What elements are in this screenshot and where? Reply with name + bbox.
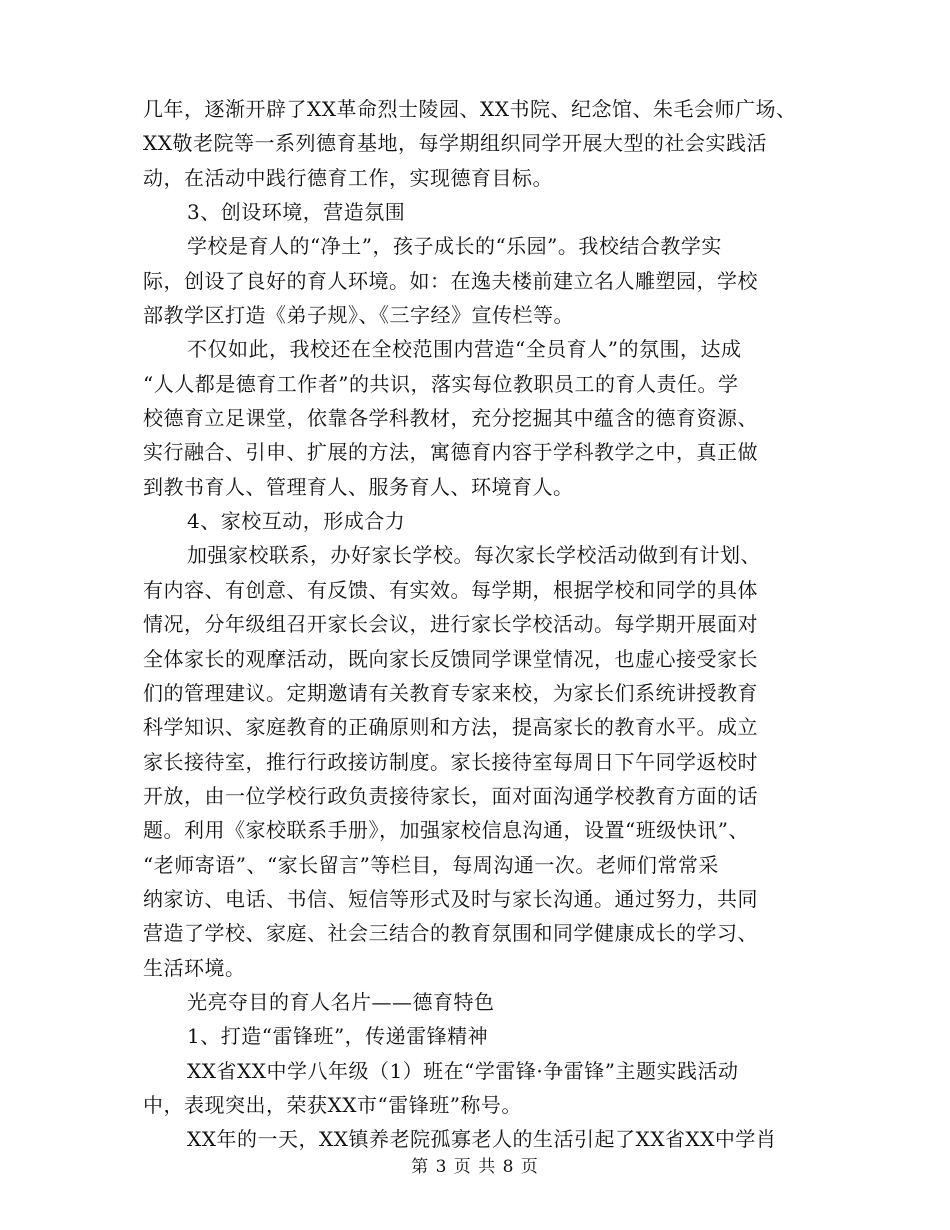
text-line: 题。利用《家校联系手册》，加强家校信息沟通，设置“班级快讯”、 (143, 818, 749, 843)
text-line: 纳家访、电话、书信、短信等形式及时与家长沟通。通过努力，共同 (143, 886, 758, 911)
text-line: “老师寄语”、“家长留言”等栏目，每周沟通一次。老师们常常采 (143, 852, 719, 877)
text-line: 动，在活动中践行德育工作，实现德育目标。 (143, 165, 553, 190)
text-line: 几年，逐渐开辟了XX革命烈士陵园、XX书院、纪念馆、朱毛会师广场、 (143, 97, 797, 121)
text-line: 3、创设环境，营造氛围 (187, 200, 406, 225)
text-line: 4、家校互动，形成合力 (187, 509, 406, 534)
text-line: 部教学区打造《弟子规》、《三字经》宣传栏等。 (143, 303, 574, 328)
text-line: 情况，分年级组召开家长会议，进行家长学校活动。每学期开展面对 (143, 612, 758, 637)
text-line: 加强家校联系，办好家长学校。每次家长学校活动做到有计划、 (187, 543, 761, 568)
page-footer: 第 3 页 共 8 页 (411, 1157, 539, 1177)
text-line: 校德育立足课堂，依靠各学科教材，充分挖掘其中蕴含的德育资源、 (143, 406, 758, 431)
text-line: 家长接待室，推行行政接访制度。家长接待室每周日下午同学返校时 (143, 749, 758, 774)
text-line: 生活环境。 (143, 955, 246, 980)
text-line: XX敬老院等一系列德育基地，每学期组织同学开展大型的社会实践活 (143, 131, 767, 156)
document-body (143, 92, 803, 1157)
text-line: 实行融合、引申、扩展的方法，寓德育内容于学科教学之中，真正做 (143, 440, 758, 465)
text-line: 有内容、有创意、有反馈、有实效。每学期，根据学校和同学的具体 (143, 577, 758, 602)
text-line: 1、打造“雷锋班”，传递雷锋精神 (187, 1024, 489, 1049)
text-line: 科学知识、家庭教育的正确原则和方法，提高家长的教育水平。成立 (143, 715, 758, 740)
text-line: 中，表现突出，荣获XX市“雷锋班”称号。 (143, 1092, 522, 1117)
text-line: “人人都是德育工作者”的共识，落实每位教职员工的育人责任。学 (143, 371, 739, 396)
text-line: XX省XX中学八年级（1）班在“学雷锋·争雷锋”主题实践活动 (187, 1058, 739, 1083)
text-line: 营造了学校、家庭、社会三结合的教育氛围和同学健康成长的学习、 (143, 921, 758, 946)
text-line: 开放，由一位学校行政负责接待家长，面对面沟通学校教育方面的话 (143, 783, 758, 808)
text-line: 不仅如此，我校还在全校范围内营造“全员育人”的氛围，达成 (187, 337, 742, 362)
text-line: 际，创设了良好的育人环境。如：在逸夫楼前建立名人雕塑园，学校 (143, 268, 758, 293)
text-line: 全体家长的观摩活动，既向家长反馈同学课堂情况，也虚心接受家长 (143, 646, 758, 671)
text-line: 到教书育人、管理育人、服务育人、环境育人。 (143, 474, 574, 499)
text-line: XX年的一天，XX镇养老院孤寡老人的生活引起了XX省XX中学肖 (187, 1127, 777, 1152)
text-line: 光亮夺目的育人名片——德育特色 (187, 989, 495, 1014)
text-line: 们的管理建议。定期邀请有关教育专家来校，为家长们系统讲授教育 (143, 680, 758, 705)
text-line: 学校是育人的“净土”，孩子成长的“乐园”。我校结合教学实 (187, 234, 722, 259)
